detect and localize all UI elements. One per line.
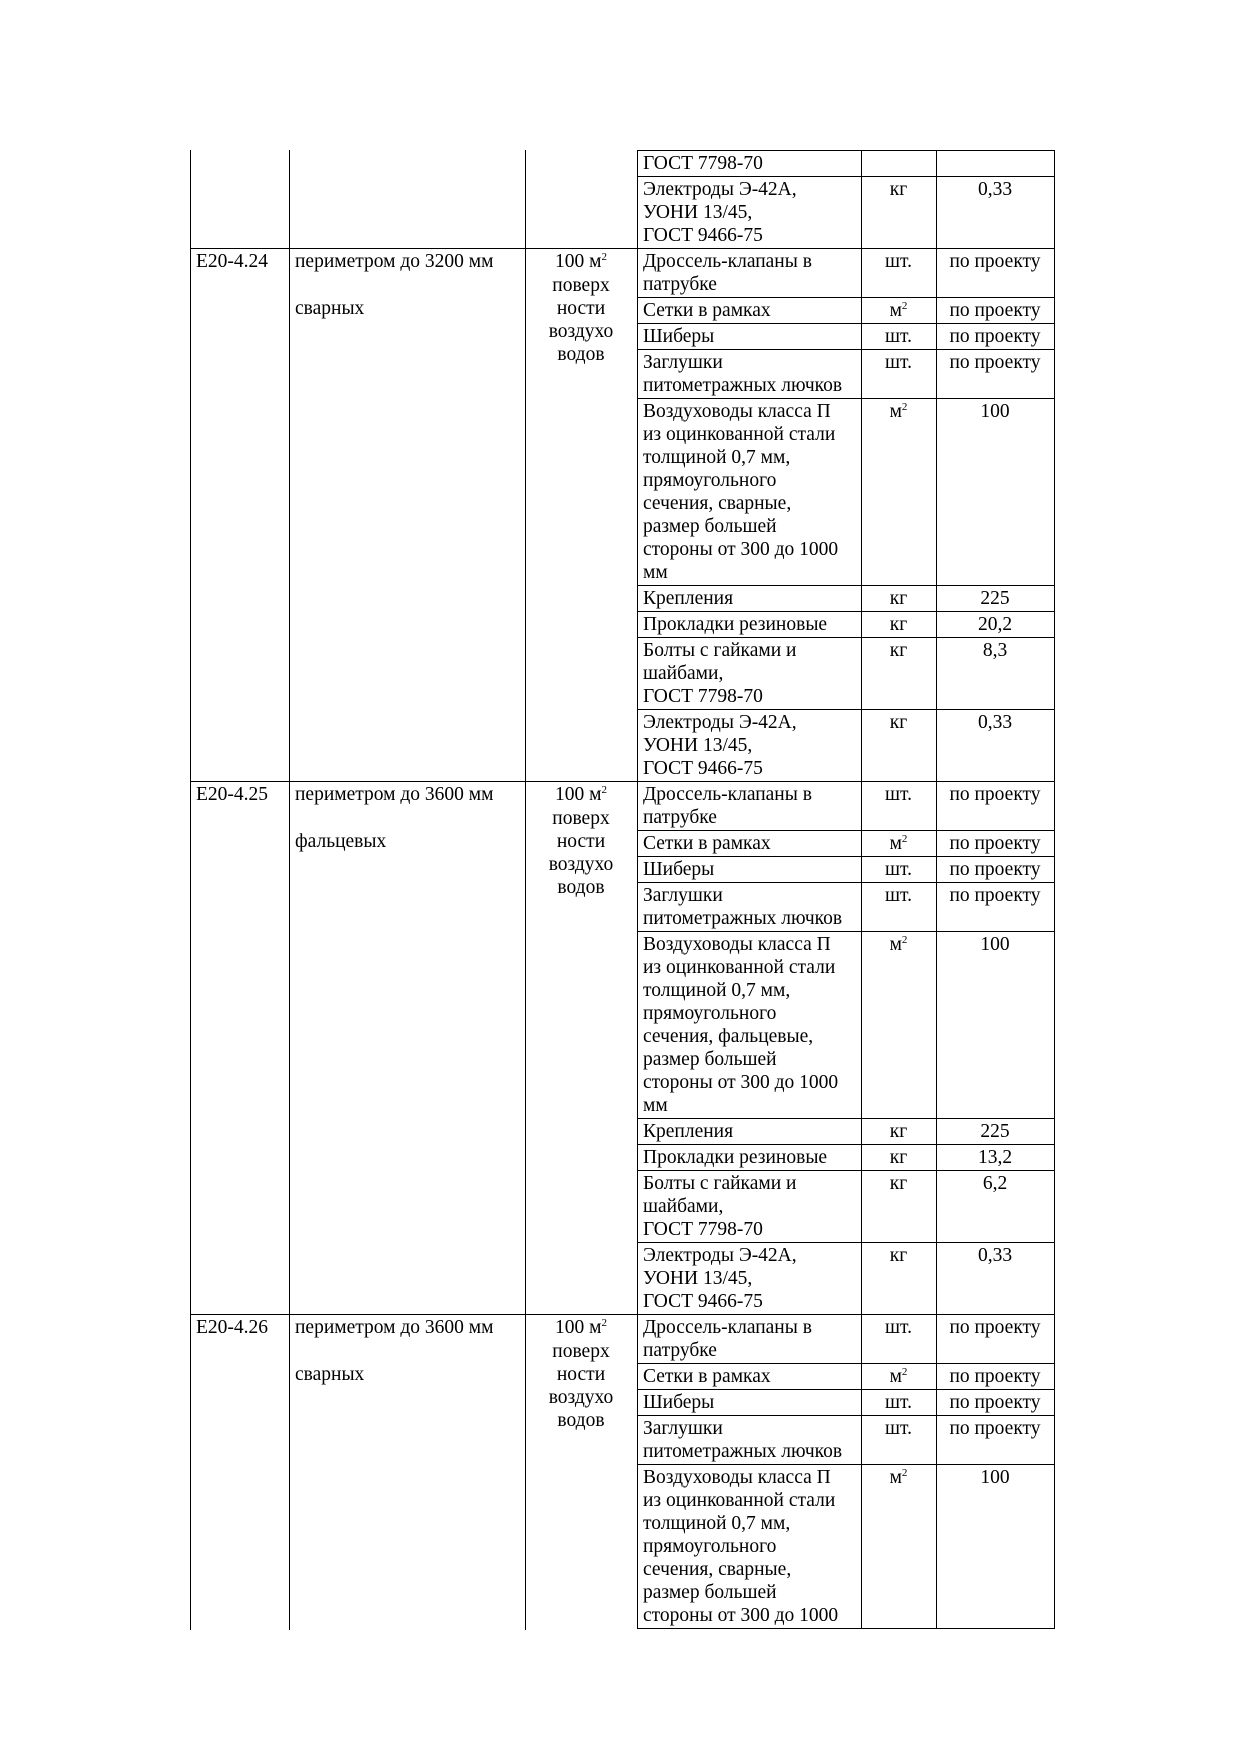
unit-text: м <box>889 401 902 422</box>
measure-unit-value: 100 м <box>555 251 602 272</box>
resource-row-material: толщиной 0,7 мм, <box>643 447 791 468</box>
unit-superscript: 2 <box>901 833 908 845</box>
resource-row-qty: по проекту <box>949 352 1041 373</box>
resource-row-material: ГОСТ 7798-70 <box>643 1219 763 1240</box>
column-border <box>525 150 526 1630</box>
measure-unit-line: поверх <box>552 808 610 829</box>
resource-row-material: размер большей <box>643 1049 777 1070</box>
measure-unit-line: воздухо <box>548 854 614 875</box>
measure-unit-superscript: 2 <box>601 784 607 796</box>
resource-row-material: размер большей <box>643 516 777 537</box>
resource-row-material: сечения, фальцевые, <box>643 1026 814 1047</box>
resource-row-material: питометражных лючков <box>643 1441 843 1462</box>
resource-row-qty: 8,3 <box>982 640 1008 661</box>
row-border <box>637 349 1054 350</box>
resource-row-qty: по проекту <box>949 251 1041 272</box>
row-border <box>190 1314 1054 1315</box>
unit-text: кг <box>889 640 908 661</box>
resource-row-material: ГОСТ 9466-75 <box>643 758 763 779</box>
unit-text: шт. <box>885 859 912 880</box>
resource-row-material: Электроды Э-42А, <box>643 712 797 733</box>
resource-row-material: Заглушки <box>643 885 723 906</box>
resource-row-material: размер большей <box>643 1582 777 1603</box>
resource-row-unit <box>861 832 936 855</box>
resource-row-material: прямоугольного <box>643 1003 777 1024</box>
resource-row-material: из оцинкованной стали <box>643 424 836 445</box>
resource-row-qty: по проекту <box>949 1392 1041 1413</box>
unit-text: шт. <box>885 1392 912 1413</box>
measure-unit-line: водов <box>557 344 605 365</box>
resource-row-material: прямоугольного <box>643 1536 777 1557</box>
resource-row-material: Болты с гайками и <box>643 1173 797 1194</box>
resource-row-material: Заглушки <box>643 352 723 373</box>
resource-row-material: Прокладки резиновые <box>643 614 828 635</box>
resource-row-material: Сетки в рамках <box>643 1366 771 1387</box>
resource-row-material: толщиной 0,7 мм, <box>643 1513 791 1534</box>
unit-superscript: 2 <box>901 1467 908 1479</box>
unit-text: кг <box>889 614 908 635</box>
measure-unit-value: 100 м <box>555 784 602 805</box>
row-border <box>637 1363 1054 1364</box>
unit-text: шт. <box>885 885 912 906</box>
resource-row-material: Дроссель-клапаны в <box>643 1317 812 1338</box>
unit-superscript: 2 <box>901 401 908 413</box>
resource-row-material: Воздуховоды класса П <box>643 401 831 422</box>
unit-superscript: 2 <box>901 934 908 946</box>
measure-unit-superscript: 2 <box>601 1317 607 1329</box>
resource-row-unit <box>861 587 936 610</box>
resource-row-unit <box>861 613 936 636</box>
work-description-type: фальцевых <box>295 831 387 852</box>
row-border <box>637 398 1054 399</box>
resource-row-material: шайбами, <box>643 663 724 684</box>
unit-text: кг <box>889 179 908 200</box>
resource-row-material: Шиберы <box>643 326 715 347</box>
measure-unit-line: ности <box>556 298 606 319</box>
resource-row-unit <box>861 783 936 806</box>
resource-row-material: Шиберы <box>643 1392 715 1413</box>
resource-row-unit <box>861 1146 936 1169</box>
row-border <box>637 637 1054 638</box>
row-border <box>637 856 1054 857</box>
resource-row-qty: 0,33 <box>977 1245 1013 1266</box>
resource-row-unit <box>861 1172 936 1195</box>
measure-unit-line: воздухо <box>548 1387 614 1408</box>
partial-row-material: ГОСТ 9466-75 <box>643 225 763 246</box>
resource-row-material: патрубке <box>643 807 717 828</box>
resource-row-material: из оцинкованной стали <box>643 957 836 978</box>
column-border <box>637 150 638 1629</box>
resource-row-unit <box>861 639 936 662</box>
row-border <box>637 1415 1054 1416</box>
measure-unit-line: водов <box>557 877 605 898</box>
resource-row-material: сечения, сварные, <box>643 493 792 514</box>
resource-row-material: стороны от 300 до 1000 <box>643 1072 839 1093</box>
resource-row-qty: 100 <box>980 934 1010 955</box>
resource-row-unit <box>861 250 936 273</box>
unit-text: шт. <box>885 1317 912 1338</box>
unit-text: шт. <box>885 251 912 272</box>
row-border <box>637 1242 1054 1243</box>
resource-row-material: Электроды Э-42А, <box>643 1245 797 1266</box>
resource-row-material: патрубке <box>643 1340 717 1361</box>
resource-row-unit <box>861 1120 936 1143</box>
rate-code: Е20-4.26 <box>196 1317 269 1338</box>
resource-row-unit <box>861 1316 936 1339</box>
measure-unit <box>525 783 637 806</box>
resource-row-qty: 0,33 <box>977 712 1013 733</box>
resource-row-material: толщиной 0,7 мм, <box>643 980 791 1001</box>
partial-row-material: УОНИ 13/45, <box>643 202 753 223</box>
unit-text: шт. <box>885 352 912 373</box>
measure-unit <box>525 1316 637 1339</box>
rate-code: Е20-4.24 <box>196 251 269 272</box>
resource-row-qty: по проекту <box>949 784 1041 805</box>
resource-row-unit <box>861 1391 936 1414</box>
row-border <box>637 882 1054 883</box>
resource-row-unit <box>861 884 936 907</box>
unit-text: кг <box>889 1245 908 1266</box>
measure-unit-line: ности <box>556 831 606 852</box>
resource-row-unit <box>861 400 936 423</box>
resource-row-material: Шиберы <box>643 859 715 880</box>
measure-unit-line: поверх <box>552 1341 610 1362</box>
resource-row-material: ГОСТ 9466-75 <box>643 1291 763 1312</box>
resource-row-material: Заглушки <box>643 1418 723 1439</box>
resource-row-material: стороны от 300 до 1000 <box>643 1605 839 1626</box>
measure-unit-line: ности <box>556 1364 606 1385</box>
row-border <box>637 709 1054 710</box>
measure-unit-line: воздухо <box>548 321 614 342</box>
resource-row-material: мм <box>643 1095 668 1116</box>
row-border <box>637 176 1054 177</box>
unit-text: шт. <box>885 326 912 347</box>
resource-row-material: стороны от 300 до 1000 <box>643 539 839 560</box>
resource-row-qty: по проекту <box>949 1418 1041 1439</box>
partial-row-material: Электроды Э-42А, <box>643 179 797 200</box>
partial-row-material: ГОСТ 7798-70 <box>643 153 763 174</box>
resource-row-material: шайбами, <box>643 1196 724 1217</box>
work-description: периметром до 3200 мм <box>295 251 494 272</box>
row-border <box>637 1628 1054 1629</box>
resource-row-material: Воздуховоды класса П <box>643 934 831 955</box>
unit-text: кг <box>889 1173 908 1194</box>
row-border <box>637 297 1054 298</box>
row-border <box>637 323 1054 324</box>
resource-row-qty: по проекту <box>949 1317 1041 1338</box>
resource-row-material: Сетки в рамках <box>643 833 771 854</box>
resource-row-material: Сетки в рамках <box>643 300 771 321</box>
unit-text: кг <box>889 712 908 733</box>
resource-row-qty: 225 <box>980 1121 1010 1142</box>
column-border <box>1054 150 1055 1629</box>
unit-superscript: 2 <box>901 1366 908 1378</box>
resource-row-material: Крепления <box>643 1121 734 1142</box>
resource-row-material: Крепления <box>643 588 734 609</box>
resource-row-qty: 100 <box>980 401 1010 422</box>
unit-text: кг <box>889 1121 908 1142</box>
resource-row-unit <box>861 933 936 956</box>
resource-row-qty: 13,2 <box>977 1147 1013 1168</box>
column-border <box>936 150 937 1629</box>
row-border <box>637 611 1054 612</box>
resource-row-unit <box>861 711 936 734</box>
resource-row-material: Болты с гайками и <box>643 640 797 661</box>
resource-row-unit <box>861 858 936 881</box>
row-border <box>637 1464 1054 1465</box>
resource-row-qty: 20,2 <box>977 614 1013 635</box>
work-description: периметром до 3600 мм <box>295 1317 494 1338</box>
unit-text: м <box>889 1366 902 1387</box>
unit-text: кг <box>889 588 908 609</box>
column-border <box>190 150 191 1630</box>
resource-row-material: прямоугольного <box>643 470 777 491</box>
resource-row-material: Дроссель-клапаны в <box>643 784 812 805</box>
resource-row-material: УОНИ 13/45, <box>643 735 753 756</box>
row-border <box>637 1144 1054 1145</box>
row-border <box>190 248 1054 249</box>
unit-text: м <box>889 934 902 955</box>
measure-unit <box>525 250 637 273</box>
resource-row-material: мм <box>643 562 668 583</box>
resource-row-material: УОНИ 13/45, <box>643 1268 753 1289</box>
measure-unit-line: поверх <box>552 275 610 296</box>
unit-text: шт. <box>885 784 912 805</box>
unit-superscript: 2 <box>901 300 908 312</box>
resource-row-unit <box>861 325 936 348</box>
resource-row-qty: по проекту <box>949 300 1041 321</box>
resource-row-material: сечения, сварные, <box>643 1559 792 1580</box>
resource-row-qty: 225 <box>980 588 1010 609</box>
resource-row-qty: 6,2 <box>982 1173 1008 1194</box>
resource-row-material: Дроссель-клапаны в <box>643 251 812 272</box>
resource-row-unit <box>861 299 936 322</box>
row-border <box>637 1389 1054 1390</box>
row-border <box>190 781 1054 782</box>
resource-row-material: питометражных лючков <box>643 908 843 929</box>
unit-text: м <box>889 833 902 854</box>
work-description-type: сварных <box>295 1364 365 1385</box>
row-border <box>637 1118 1054 1119</box>
measure-unit-superscript: 2 <box>601 251 607 263</box>
resource-row-qty: по проекту <box>949 885 1041 906</box>
work-description: периметром до 3600 мм <box>295 784 494 805</box>
resource-row-unit <box>861 1244 936 1267</box>
rate-code: Е20-4.25 <box>196 784 269 805</box>
row-border <box>637 150 1054 151</box>
row-border <box>637 830 1054 831</box>
resource-row-material: из оцинкованной стали <box>643 1490 836 1511</box>
column-border <box>861 150 862 1629</box>
resource-row-qty: по проекту <box>949 1366 1041 1387</box>
row-border <box>637 1170 1054 1171</box>
resource-row-material: ГОСТ 7798-70 <box>643 686 763 707</box>
resource-row-unit <box>861 1466 936 1489</box>
unit-text: м <box>889 300 902 321</box>
row-border <box>637 585 1054 586</box>
partial-row-qty: 0,33 <box>977 179 1013 200</box>
unit-text: м <box>889 1467 902 1488</box>
resource-row-qty: 100 <box>980 1467 1010 1488</box>
measure-unit-line: водов <box>557 1410 605 1431</box>
row-border <box>637 931 1054 932</box>
resource-row-material: питометражных лючков <box>643 375 843 396</box>
resource-row-qty: по проекту <box>949 326 1041 347</box>
work-description-type: сварных <box>295 298 365 319</box>
resource-row-unit <box>861 1365 936 1388</box>
unit-text: кг <box>889 1147 908 1168</box>
column-border <box>289 150 290 1630</box>
resource-row-qty: по проекту <box>949 833 1041 854</box>
partial-row-unit <box>861 178 936 201</box>
resource-row-qty: по проекту <box>949 859 1041 880</box>
unit-text: шт. <box>885 1418 912 1439</box>
resource-row-unit <box>861 1417 936 1440</box>
resource-row-material: Прокладки резиновые <box>643 1147 828 1168</box>
resource-row-material: Воздуховоды класса П <box>643 1467 831 1488</box>
resource-row-unit <box>861 351 936 374</box>
measure-unit-value: 100 м <box>555 1317 602 1338</box>
resource-row-material: патрубке <box>643 274 717 295</box>
